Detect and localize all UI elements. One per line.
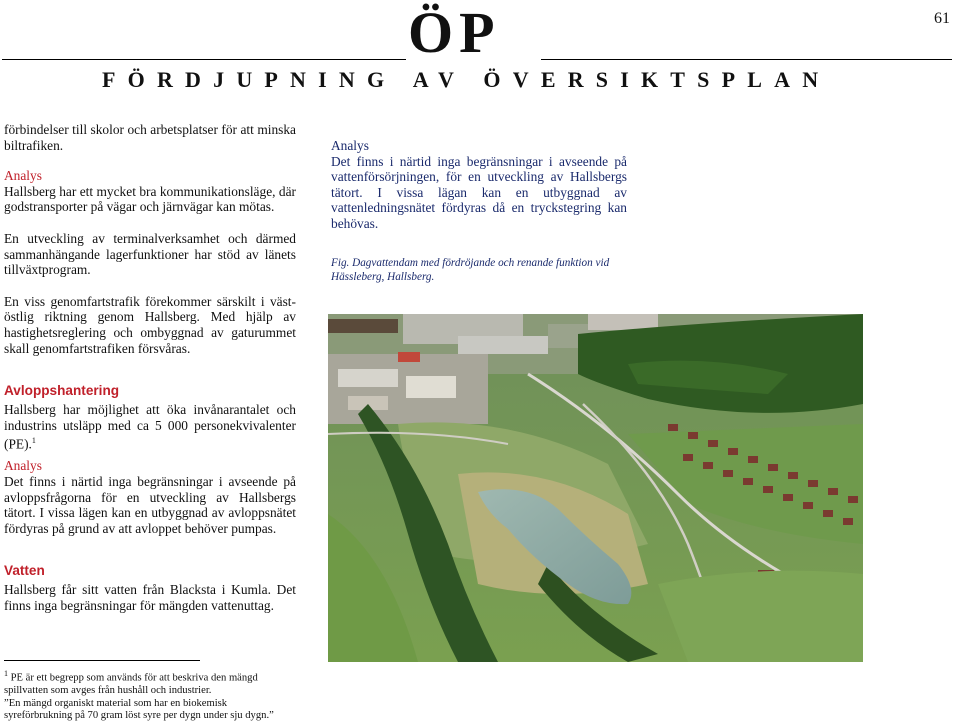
heading-vatten: Vatten [4, 563, 45, 579]
header-rule-left [2, 59, 406, 60]
figure-caption: Fig. Dagvattendam med fördröjande och renande funktion vid Hässleberg, Hallsberg. [331, 256, 610, 283]
footnote-mark: 1 [4, 669, 8, 678]
paragraph-forbindelser: förbindelser till skolor och arbetsplatser för att minska biltrafiken. [4, 122, 296, 153]
analys-label: Analys [4, 168, 42, 184]
paragraph-kommunikationslage: Hallsberg har ett mycket bra kommunikationsläge, där godstransporter på vägar och järnvägar kan mötas. [4, 183, 296, 215]
header-rule-right [541, 59, 952, 60]
paragraph-terminalverksamhet: En utveckling av terminalverksamhet och därmed sammanhängande lagerfunktioner har stöd av länets tillväxtprogram. [4, 230, 296, 278]
heading-avloppshantering: Avloppshantering [4, 383, 120, 399]
aerial-photo-illustration [328, 314, 863, 662]
paragraph-vattenforsorjning: Det finns i närtid inga begränsningar i avseende på vattenförsörjningen, för en utveckling av Hallsbergs tätort. I vissa lägan kan en utbyggnad av vattenledningsnätet fördyras då en tryckstegring kan behövas. [331, 153, 627, 231]
report-title-logo: ÖP [408, 0, 501, 65]
paragraph-avlopp-analys: Det finns i närtid inga begränsningar i avseende på avloppsfrågorna för en utveckling av Hallsbergs tätort. I vissa lägen kan en utbyggnad av avloppsnätet fördyras på grund av att avloppet behöver pumpas. [4, 473, 296, 536]
footnote-ref-1: 1 [31, 436, 36, 446]
paragraph-vatten: Hallsberg får sitt vatten från Blacksta i Kumla. Det finns inga begränsningar för mängden vattenuttag. [4, 582, 296, 613]
right-column [331, 138, 627, 284]
paragraph-genomfartstrafik: En viss genomfartstrafik förekommer särskilt i väst-östlig riktning genom Hallsberg. Med hjälp av hastighetsreglering och ombyggnad av gaturummet skall genomfartstrafiken försvåras. [4, 293, 296, 356]
left-column [4, 122, 296, 614]
footnote-rule [4, 660, 200, 661]
footnotes [4, 668, 296, 723]
aerial-photo [328, 314, 863, 662]
report-subtitle: FÖRDJUPNING AV ÖVERSIKTSPLAN [102, 67, 831, 92]
footnote-1: $^1$ PE är ett begrepp som används för att beskriva den mängd spillvatten som avges från hushåll och industrier. [4, 669, 258, 697]
analys-label: Analys [4, 458, 42, 474]
footnote-2: ”En mängd organiskt material som har en biokemisk syreförbrukning på 70 gram löst syre per dygn under sju dygn.” [4, 697, 274, 722]
paragraph-avlopp-kapacitet: Hallsberg har möjlighet att öka invånarantalet och industrins utsläpp med ca 5 000 personekvivalenter (PE).$^1$ [4, 402, 296, 452]
analys-label: Analys [331, 138, 369, 153]
page-number: 61 [934, 10, 950, 27]
